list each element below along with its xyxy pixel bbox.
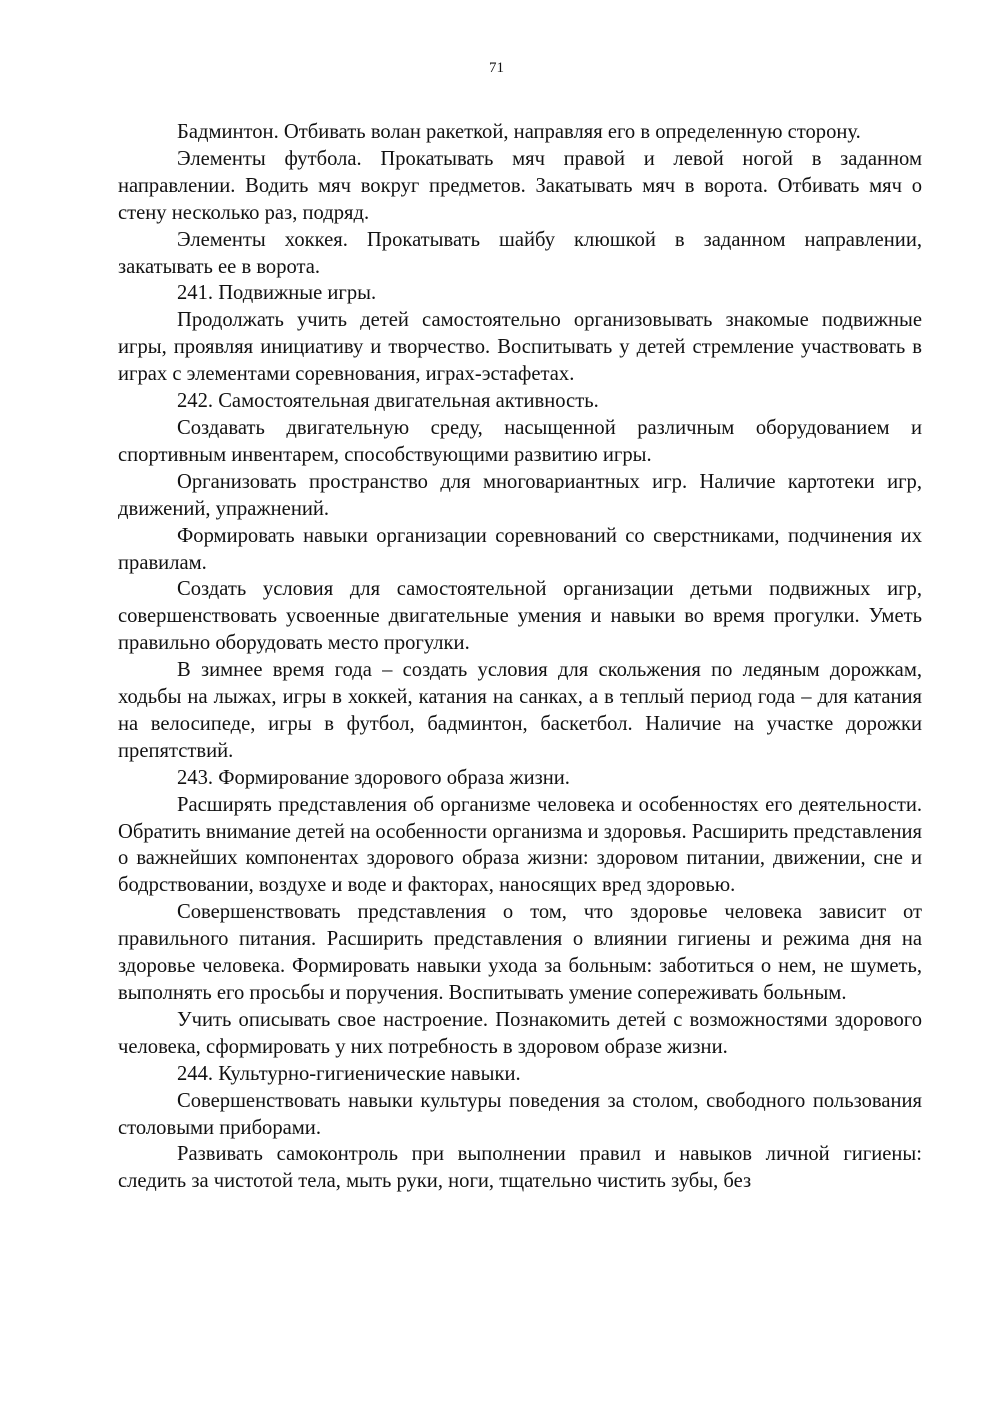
paragraph: Создать условия для самостоятельной организации детьми подвижных игр, совершенствовать усвоенные двигательные умения и навыки во время прогулки. Уметь правильно оборудовать место прогулки. xyxy=(118,578,922,655)
paragraph: Совершенствовать представления о том, что здоровье человека зависит от правильного питания. Расширить представления о влиянии гигиены и режима дня на здоровье человека. Формировать навыки ухода за больным: заботиться о нем, не шуметь, выполнять его просьбы и поручения. Воспитывать умение сопереживать больным. xyxy=(118,901,922,1004)
section-heading: 244. Культурно-гигиенические навыки. xyxy=(177,1062,521,1085)
page-number: 71 xyxy=(489,60,504,76)
paragraph: Учить описывать свое настроение. Познакомить детей с возможностями здорового человека, сформировать у них потребность в здоровом образе жизни. xyxy=(118,1008,922,1058)
section-heading: 243. Формирование здорового образа жизни. xyxy=(177,766,570,789)
section-heading: 241. Подвижные игры. xyxy=(177,282,377,305)
body-text xyxy=(118,119,922,1195)
paragraph: Продолжать учить детей самостоятельно организовывать знакомые подвижные игры, проявляя инициативу и творчество. Воспитывать у детей стремление участвовать в играх с элементами соревнования, играх-эстафетах. xyxy=(118,309,922,386)
paragraph: Организовать пространство для многовариантных игр. Наличие картотеки игр, движений, упражнений. xyxy=(118,470,922,520)
paragraph: Создавать двигательную среду, насыщенной различным оборудованием и спортивным инвентарем, способствующими развитию игры. xyxy=(118,416,922,466)
paragraph: В зимнее время года – создать условия для скольжения по ледяным дорожкам, ходьбы на лыжах, игры в хоккей, катания на санках, а в теплый период года – для катания на велосипеде, игры в футбол, бадминтон, баскетбол. Наличие на участке дорожки препятствий. xyxy=(118,659,922,762)
paragraph: Бадминтон. Отбивать волан ракеткой, направляя его в определенную сторону. xyxy=(177,121,861,143)
paragraph: Совершенствовать навыки культуры поведения за столом, свободного пользования столовыми приборами. xyxy=(118,1089,922,1139)
paragraph: Элементы футбола. Прокатывать мяч правой и левой ногой в заданном направлении. Водить мяч вокруг предметов. Закатывать мяч в ворота. Отбивать мяч о стену несколько раз, подряд. xyxy=(118,147,922,224)
paragraph: Формировать навыки организации соревнований со сверстниками, подчинения их правилам. xyxy=(118,524,922,574)
paragraph: Элементы хоккея. Прокатывать шайбу клюшкой в заданном направлении, закатывать ее в ворота. xyxy=(118,228,922,278)
paragraph: Развивать самоконтроль при выполнении правил и навыков личной гигиены: следить за чистотой тела, мыть руки, ноги, тщательно чистить зубы, без xyxy=(118,1143,922,1193)
section-heading: 242. Самостоятельная двигательная активность. xyxy=(177,390,599,413)
paragraph: Расширять представления об организме человека и особенностях его деятельности. Обратить внимание детей на особенности организма и здоровья. Расширить представления о важнейших компонентах здорового образа жизни: здоровом питании, движении, сне и бодрствовании, воздухе и воде и факторах, наносящих вред здоровью. xyxy=(118,793,922,897)
